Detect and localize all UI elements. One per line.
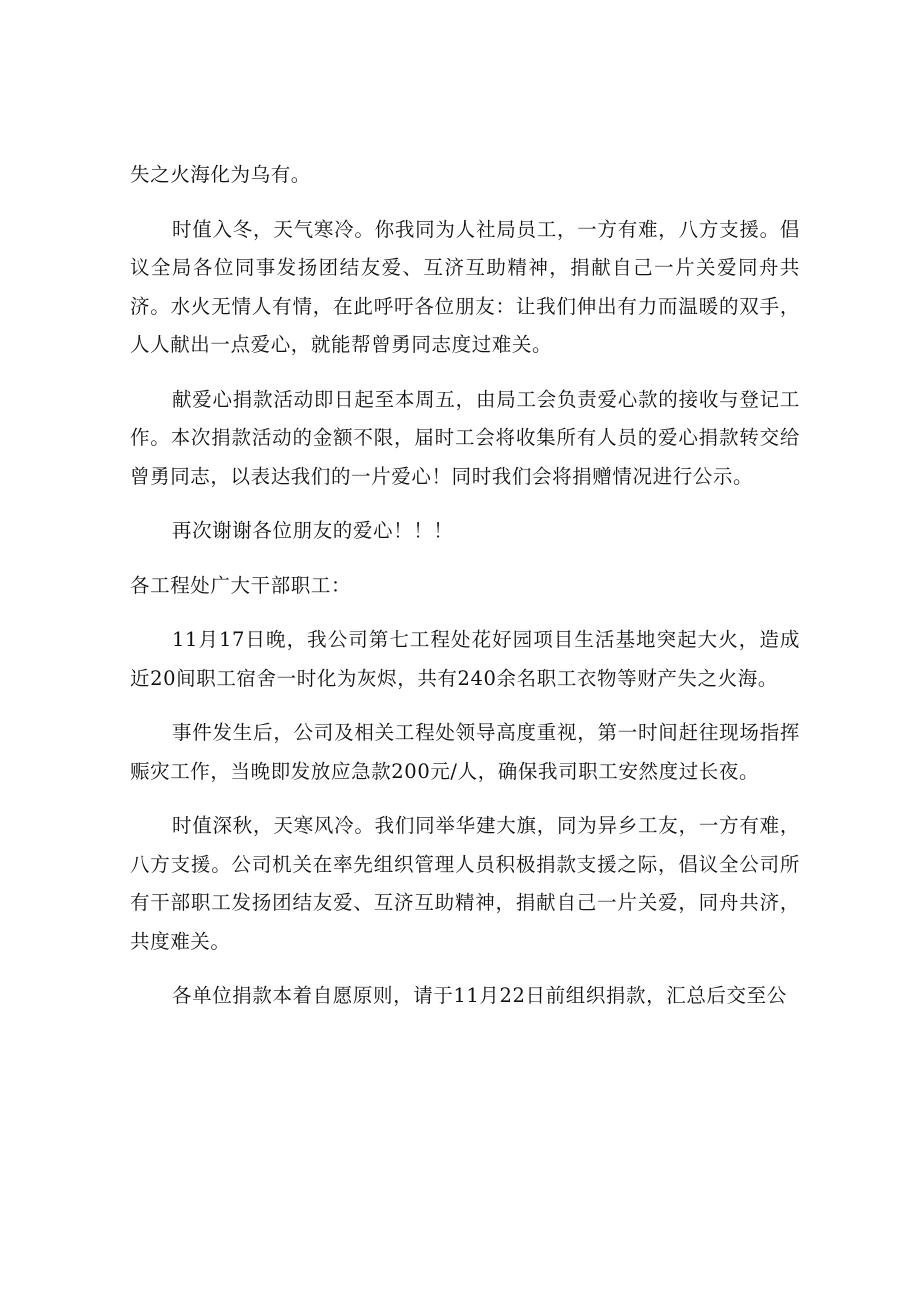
paragraph-7: 事件发生后，公司及相关工程处领导高度重视，第一时间赶往现场指挥赈灾工作，当晚即发放应急款200元/人，确保我司职工安然度过长夜。 <box>130 721 800 783</box>
document-body <box>130 156 800 1016</box>
paragraph-1: 失之火海化为乌有。 <box>130 163 311 186</box>
paragraph-6: 11月17日晚，我公司第七工程处花好园项目生活基地突起大火，造成近20间职工宿舍一时化为灰烬，共有240余名职工衣物等财产失之火海。 <box>130 628 800 690</box>
paragraph-5-salutation: 各工程处广大干部职工： <box>130 573 352 597</box>
paragraph-8: 时值深秋，天寒风冷。我们同举华建大旗，同为异乡工友，一方有难，八方支援。公司机关在率先组织管理人员积极捐款支援之际，倡议全公司所有干部职工发扬团结友爱、互济互助精神，捐献自己一片关爱，同舟共济，共度难关。 <box>130 814 800 953</box>
paragraph-2: 时值入冬，天气寒冷。你我同为人社局员工，一方有难，八方支援。倡议全局各位同事发扬团结友爱、互济互助精神，捐献自己一片关爱同舟共济。水火无情人有情，在此呼吁各位朋友：让我们伸出有力而温暖的双手，人人献出一点爱心，就能帮曾勇同志度过难关。 <box>130 217 800 356</box>
paragraph-4: 再次谢谢各位朋友的爱心！！！ <box>172 519 454 542</box>
paragraph-3: 献爱心捐款活动即日起至本周五，由局工会负责爱心款的接收与登记工作。本次捐款活动的金额不限，届时工会将收集所有人员的爱心捐款转交给曾勇同志，以表达我们的一片爱心！同时我们会将捐赠情况进行公示。 <box>130 387 800 488</box>
paragraph-9: 各单位捐款本着自愿原则，请于11月22日前组织捐款，汇总后交至公 <box>172 984 787 1007</box>
